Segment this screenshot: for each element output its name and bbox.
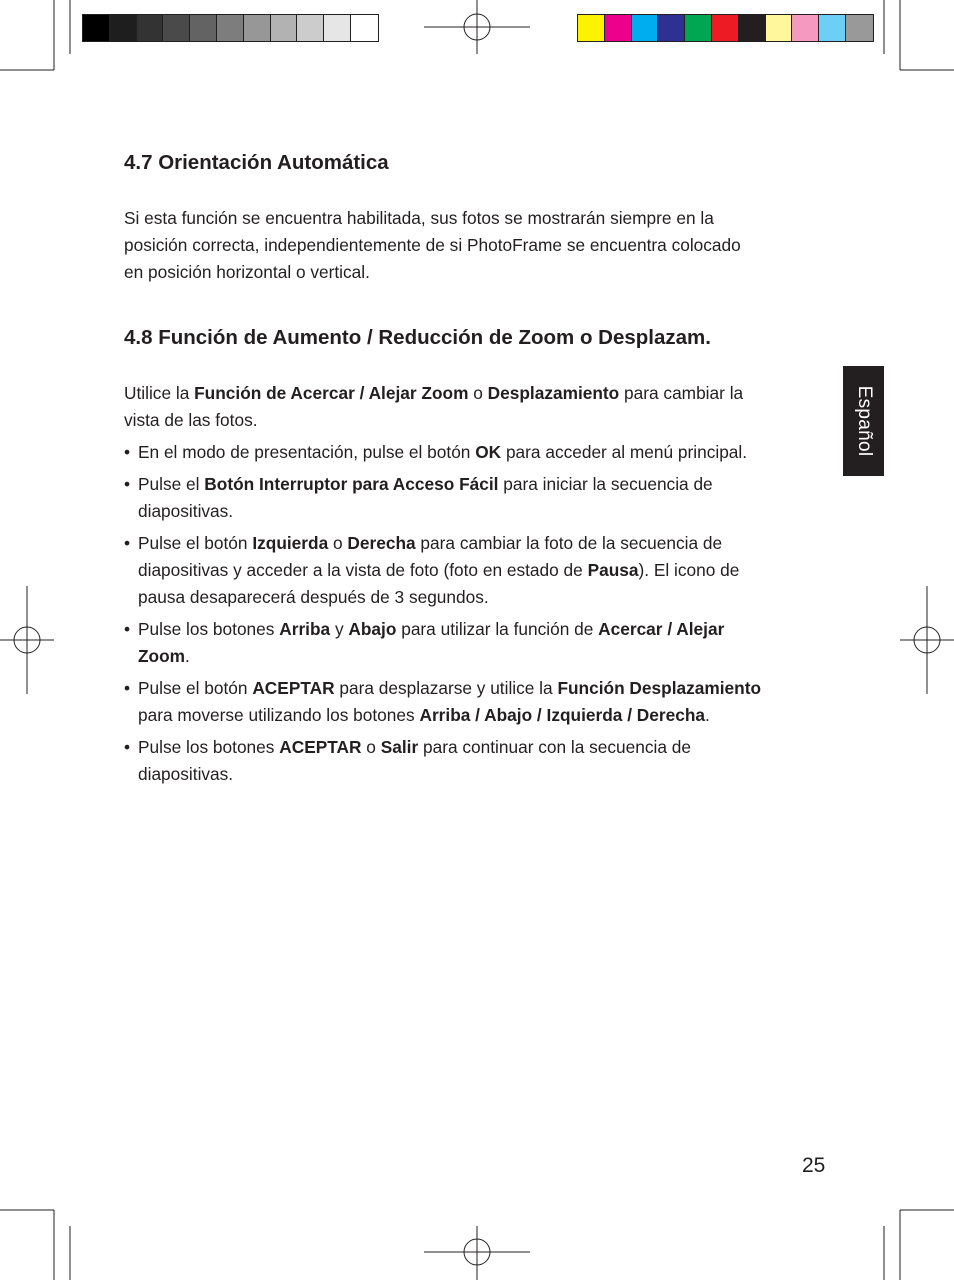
calibration-swatch [297, 15, 324, 41]
calibration-swatch [819, 15, 846, 41]
calibration-swatch [766, 15, 793, 41]
zoom-pan-steps-list [124, 439, 836, 793]
language-side-tab [843, 366, 884, 476]
calibration-swatch [658, 15, 685, 41]
calibration-swatch [83, 15, 110, 41]
calibration-swatch [605, 15, 632, 41]
list-item: • Pulse los botones ACEPTAR o Salir para continuar con la secuencia de diapositivas. [124, 737, 692, 784]
calibration-swatch [110, 15, 137, 41]
list-item: • Pulse el botón ACEPTAR para desplazarse y utilice la Función Desplazamiento para moverse utilizando los botones Arriba / Abajo / Izquierda / Derecha. [124, 678, 761, 725]
calibration-swatch [271, 15, 298, 41]
calibration-swatch [244, 15, 271, 41]
calibration-swatch [190, 15, 217, 41]
auto-orientation-paragraph: Si esta función se encuentra habilitada, sus fotos se mostrarán siempre en la posición correcta, independientemente de si PhotoFrame se encuentra colocado en posición horizontal o vertical. [124, 208, 741, 282]
list-item: • En el modo de presentación, pulse el botón OK para acceder al menú principal. [124, 442, 748, 462]
calibration-swatch [685, 15, 712, 41]
calibration-swatch [217, 15, 244, 41]
calibration-swatch [846, 15, 873, 41]
section-heading-zoom-pan: 4.8 Función de Aumento / Reducción de Zoom o Desplazam. [124, 326, 711, 349]
language-tab-label: Español [853, 385, 875, 457]
zoom-pan-intro: Utilice la Función de Acercar / Alejar Zoom o Desplazamiento para cambiar la vista de las fotos. [124, 383, 744, 430]
page-number: 25 [802, 1154, 826, 1177]
grayscale-calibration-bar [82, 14, 379, 42]
calibration-swatch [324, 15, 351, 41]
color-calibration-bar [577, 14, 874, 42]
calibration-swatch [739, 15, 766, 41]
calibration-swatch [163, 15, 190, 41]
list-item: • Pulse el Botón Interruptor para Acceso Fácil para iniciar la secuencia de diapositivas. [124, 474, 713, 521]
section-heading-auto-orientation: 4.7 Orientación Automática [124, 151, 389, 174]
calibration-swatch [632, 15, 659, 41]
calibration-swatch [578, 15, 605, 41]
calibration-swatch [792, 15, 819, 41]
calibration-swatch [351, 15, 378, 41]
calibration-swatch [712, 15, 739, 41]
list-item: • Pulse los botones Arriba y Abajo para utilizar la función de Acercar / Alejar Zoom. [124, 619, 725, 666]
calibration-swatch [137, 15, 164, 41]
list-item: • Pulse el botón Izquierda o Derecha para cambiar la foto de la secuencia de diapositivas y acceder a la vista de foto (foto en estado de Pausa). El icono de pausa desaparecerá después de 3 segundos. [124, 533, 740, 607]
